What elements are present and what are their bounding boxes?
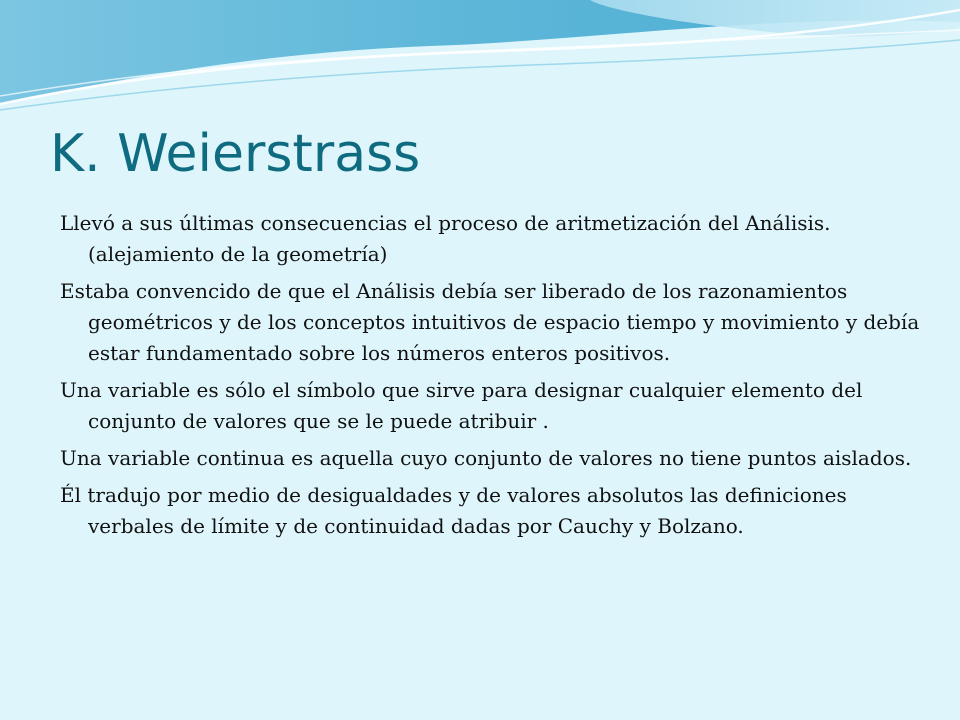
bullet-item: Llevó a sus últimas consecuencias el proceso de aritmetización del Análisis. (alejamiento de la geometría) (60, 211, 831, 266)
bullet-item: Estaba convencido de que el Análisis debía ser liberado de los razonamientos geométricos y de los conceptos intuitivos de espacio tiempo y movimiento y debía estar fundamentado sobre los números enteros positivos. (60, 279, 920, 365)
bullet-list (60, 208, 920, 548)
header-wave-decoration (0, 0, 960, 120)
bullet-item: Una variable es sólo el símbolo que sirve para designar cualquier elemento del conjunto de valores que se le puede atribuir . (60, 378, 863, 433)
bullet-item: Una variable continua es aquella cuyo conjunto de valores no tiene puntos aislados. (60, 446, 912, 470)
bullet-item: Él tradujo por medio de desigualdades y de valores absolutos las definiciones verbales de límite y de continuidad dadas por Cauchy y Bolzano. (60, 483, 847, 538)
slide-title: K. Weierstrass (50, 124, 421, 184)
